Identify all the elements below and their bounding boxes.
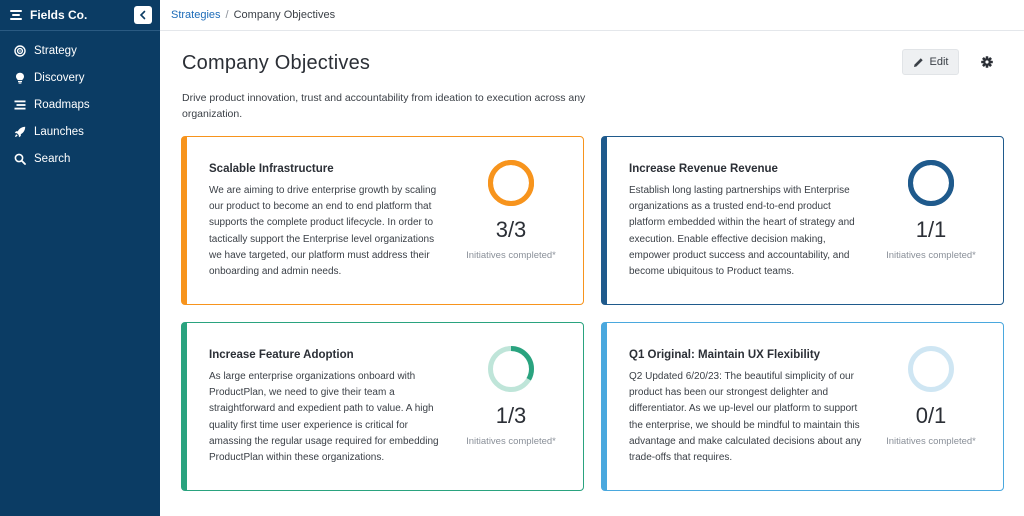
sidebar-item-discovery[interactable] <box>0 64 160 91</box>
target-icon <box>13 44 27 58</box>
roadmap-icon <box>13 98 27 112</box>
objective-title: Q1 Original: Maintain UX Flexibility <box>629 349 821 361</box>
sidebar-item-label: Strategy <box>34 44 77 57</box>
sidebar-item-label: Roadmaps <box>34 98 90 111</box>
breadcrumb-separator: / <box>225 9 229 21</box>
progress-ring-track <box>911 349 952 390</box>
sidebar-item-launches[interactable] <box>0 118 160 145</box>
initiatives-count: 0/1 <box>915 403 947 428</box>
objective-title: Increase Feature Adoption <box>209 349 354 361</box>
brand-bar <box>0 0 160 31</box>
progress-ring-fill <box>491 163 532 204</box>
page-title: Company Objectives <box>182 52 371 74</box>
sidebar-item-roadmaps[interactable] <box>0 91 160 118</box>
initiatives-label: Initiatives completed* <box>466 436 556 447</box>
sidebar-item-label: Discovery <box>34 71 85 84</box>
initiatives-count: 3/3 <box>495 217 527 242</box>
pencil-icon <box>913 57 924 68</box>
initiatives-label: Initiatives completed* <box>466 250 556 261</box>
objective-description: As large enterprise organizations onboard with ProductPlan, we need to give their team a straightforward and expedient path to value. A high quality first time user experience is critical for amassing the regular usage required for embedding ProductPlan within these organizations. <box>209 371 439 464</box>
collapse-sidebar-button[interactable] <box>134 6 152 24</box>
chevron-left-icon <box>138 10 148 20</box>
objective-card[interactable] <box>601 136 1004 305</box>
objective-card[interactable] <box>181 136 584 305</box>
progress-ring-fill <box>911 163 952 204</box>
sidebar <box>0 0 160 516</box>
edit-button[interactable] <box>902 49 959 75</box>
initiatives-label: Initiatives completed* <box>886 250 976 261</box>
objective-description: Establish long lasting partnerships with Enterprise organizations as a trusted end-to-end product platform embedded within the heart of strategy and execution. Enable effective decision making, empower product success and accountability, and become ubiquitous to Product teams. <box>629 185 855 278</box>
settings-button[interactable] <box>978 53 996 71</box>
main-content <box>160 31 1024 516</box>
lightbulb-icon <box>13 71 27 85</box>
initiatives-count: 1/1 <box>915 217 947 242</box>
progress-ring <box>487 159 535 207</box>
search-icon <box>13 152 27 166</box>
brand-logo-icon <box>10 8 24 22</box>
edit-button-label: Edit <box>929 56 949 68</box>
objective-title: Increase Revenue Revenue <box>629 163 778 175</box>
initiatives-count: 1/3 <box>495 403 527 428</box>
gear-icon <box>978 53 996 71</box>
rocket-icon <box>13 125 27 139</box>
objective-description: We are aiming to drive enterprise growth by scaling our product to become an end to end platform that supports the complete product lifecycle. In order to tactically support the Enterprise level organizations we have targeted, our platform must address their onboarding and admin needs. <box>209 185 437 278</box>
initiatives-label: Initiatives completed* <box>886 436 976 447</box>
breadcrumb-current: Company Objectives <box>233 9 336 21</box>
progress-ring <box>487 345 535 393</box>
progress-ring <box>907 159 955 207</box>
objective-description: Q2 Updated 6/20/23: The beautiful simplicity of our product has been our strongest delighter and differentiator. As we up-level our platform to support the enterprise, we should be mindful to maintain this advantage and make calculated decisions about any trade-offs that requires. <box>629 371 862 464</box>
page-description: Drive product innovation, trust and accountability from ideation to execution across any organization. <box>182 92 586 120</box>
objective-title: Scalable Infrastructure <box>209 163 334 175</box>
breadcrumb <box>160 0 1024 31</box>
sidebar-item-search[interactable] <box>0 145 160 172</box>
progress-ring <box>907 345 955 393</box>
breadcrumb-link-strategies[interactable]: Strategies <box>171 9 221 21</box>
objective-card[interactable] <box>181 322 584 491</box>
sidebar-item-label: Launches <box>34 125 84 138</box>
brand-name: Fields Co. <box>30 8 88 22</box>
sidebar-nav <box>0 31 160 172</box>
objective-card[interactable] <box>601 322 1004 491</box>
sidebar-item-strategy[interactable] <box>0 37 160 64</box>
sidebar-item-label: Search <box>34 152 71 165</box>
